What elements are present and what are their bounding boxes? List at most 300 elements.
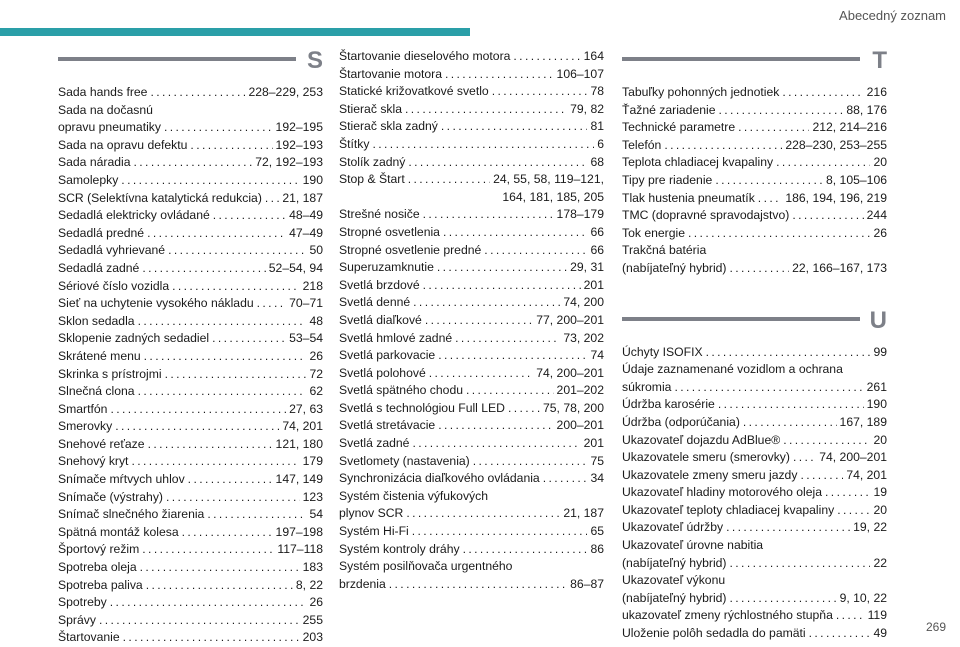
- entry-term-line: Údaje zaznamenané vozidlom a ochrana: [622, 362, 843, 377]
- entry-pages: 212, 214–216: [812, 120, 887, 135]
- dot-leader: [257, 295, 286, 313]
- entry-pages: 179: [302, 454, 323, 469]
- dot-leader: [405, 101, 567, 119]
- dot-leader: [148, 436, 273, 454]
- entry-pages: 218: [302, 278, 323, 293]
- entry-term: Svetlá s technológiou Full LED: [339, 400, 505, 415]
- entry-pages: 201: [583, 436, 604, 451]
- entry-pages: 74, 200–201: [536, 365, 604, 380]
- entry-term: Snímače (výstrahy): [58, 489, 163, 504]
- dot-leader: [718, 396, 864, 414]
- entry-term-line: Ukazovateľ výkonu: [622, 573, 726, 588]
- index-entry: [58, 471, 323, 489]
- entry-pages: 244: [866, 208, 887, 223]
- entry-pages: 203: [302, 630, 323, 645]
- entry-term: Superuzamknutie: [339, 260, 434, 275]
- entry-term: Samolepky: [58, 172, 119, 187]
- index-entry: [339, 66, 604, 84]
- entry-term: Štartovanie: [58, 630, 120, 645]
- index-entry: [58, 524, 323, 542]
- dot-leader: [121, 172, 299, 190]
- dot-leader: [793, 449, 816, 467]
- entry-term: Ukazovateľ teploty chladiacej kvapaliny: [622, 502, 835, 517]
- entry-term: Sklon sedadla: [58, 313, 135, 328]
- index-entry: [339, 505, 604, 523]
- index-entry: [58, 436, 323, 454]
- entry-pages: 66: [590, 242, 604, 257]
- entry-pages: 53–54: [289, 331, 323, 346]
- entry-term: Štartovanie dieselového motora: [339, 49, 511, 63]
- index-entry: [339, 470, 604, 488]
- letter-heading-s: [58, 48, 323, 84]
- entry-term: Sedadlá vyhrievané: [58, 243, 166, 258]
- dot-leader: [425, 312, 533, 330]
- dot-leader: [463, 541, 588, 559]
- entry-pages: 68: [590, 154, 604, 169]
- dot-leader: [688, 225, 870, 243]
- entry-term: (nabíjateľný hybrid): [622, 590, 727, 605]
- entry-pages: 164: [583, 49, 604, 63]
- index-entry: [339, 294, 604, 312]
- index-entries: [58, 84, 323, 647]
- entry-pages-continued: 164, 181, 185, 205: [502, 189, 604, 204]
- dot-leader: [389, 576, 567, 594]
- entry-pages: 72, 192–193: [255, 155, 323, 170]
- entry-pages: 228–229, 253: [248, 85, 323, 99]
- entry-term: Sada na opravu defektu: [58, 137, 188, 152]
- entry-term: Tabuľky pohonných jednotiek: [622, 85, 780, 99]
- entry-pages: 192–195: [275, 120, 323, 135]
- entry-pages: 50: [309, 243, 323, 258]
- entry-term: Svetlá parkovacie: [339, 348, 436, 363]
- entry-term: Stierač skla: [339, 101, 402, 116]
- index-entry: [58, 260, 323, 278]
- dot-leader: [165, 366, 307, 384]
- entry-term: Ukazovateľ hladiny motorového oleja: [622, 485, 823, 500]
- entry-pages: 74, 201: [846, 467, 887, 482]
- entry-pages: 201–202: [556, 383, 604, 398]
- entry-term: Svetlá spätného chodu: [339, 383, 463, 398]
- index-entry: [622, 396, 887, 414]
- index-entry: [339, 435, 604, 453]
- section-title: Abecedný zoznam: [839, 8, 946, 23]
- index-entry: [339, 347, 604, 365]
- index-entry: [58, 278, 323, 296]
- entry-term: Športový režim: [58, 542, 140, 557]
- dot-leader: [406, 505, 560, 523]
- index-entry: [339, 523, 604, 541]
- index-entry: [339, 136, 604, 154]
- entry-pages: 200–201: [556, 418, 604, 433]
- entry-term: brzdenia: [339, 576, 386, 591]
- dot-leader: [207, 506, 306, 524]
- entry-term-line: Trakčná batéria: [622, 243, 707, 258]
- entry-term-line: Systém posilňovača urgentného: [339, 559, 513, 574]
- entry-term: Svetlá brzdové: [339, 277, 420, 292]
- entry-term: opravu pneumatiky: [58, 120, 161, 135]
- entry-pages: 29, 31: [570, 260, 604, 275]
- entry-pages: 147, 149: [275, 472, 323, 487]
- entry-term: Sedadlá elektricky ovládané: [58, 208, 210, 223]
- index-entry: [339, 48, 604, 66]
- index-entry: [58, 84, 323, 102]
- index-entry: [339, 171, 604, 189]
- dot-leader: [182, 524, 273, 542]
- dot-leader: [473, 453, 588, 471]
- entry-term: Sada náradia: [58, 155, 131, 170]
- dot-leader: [726, 519, 850, 537]
- dot-leader: [110, 401, 286, 419]
- index-entry: [58, 489, 323, 507]
- index-entry: [58, 137, 323, 155]
- entry-pages: 54: [309, 507, 323, 522]
- entry-pages: 74, 200: [563, 295, 604, 310]
- index-entry: [339, 259, 604, 277]
- index-column-2: [339, 48, 604, 593]
- entry-term: Snehové reťaze: [58, 436, 145, 451]
- dot-leader: [730, 590, 837, 608]
- dot-leader: [438, 347, 587, 365]
- entry-pages: 66: [590, 224, 604, 239]
- dot-leader: [492, 83, 588, 101]
- entry-pages: 21, 187: [282, 190, 323, 205]
- entry-pages: 47–49: [289, 225, 323, 240]
- index-entry: [622, 190, 887, 208]
- dot-leader: [408, 154, 587, 172]
- entry-term: Štartovanie motora: [339, 66, 442, 81]
- entry-term: Systém kontroly dráhy: [339, 541, 460, 556]
- entry-term: Ukazovateľ dojazdu AdBlue®: [622, 432, 781, 447]
- dot-leader: [190, 137, 272, 155]
- entry-pages: 70–71: [289, 296, 323, 311]
- dot-leader: [188, 471, 273, 489]
- dot-leader: [142, 541, 274, 559]
- entry-pages: 86–87: [570, 576, 604, 591]
- entry-term: (nabíjateľný hybrid): [622, 555, 727, 570]
- entry-pages: 81: [590, 119, 604, 134]
- entry-pages: 62: [309, 384, 323, 399]
- index-entry: [622, 449, 887, 467]
- entry-term: Snehový kryt: [58, 454, 129, 469]
- dot-leader: [412, 435, 580, 453]
- entry-term: Sedadlá zadné: [58, 260, 140, 275]
- entry-pages: 77, 200–201: [536, 312, 604, 327]
- index-entries: [622, 344, 887, 643]
- entry-term: Správy: [58, 612, 96, 627]
- index-entry: [622, 137, 887, 155]
- entry-term: Ukazovatele zmeny smeru jazdy: [622, 467, 798, 482]
- index-entry: [622, 467, 887, 485]
- dot-leader: [825, 484, 870, 502]
- index-entry: [339, 541, 604, 559]
- dot-leader: [423, 206, 554, 224]
- dot-leader: [134, 154, 253, 172]
- index-entry: [339, 417, 604, 435]
- entry-pages: 228–230, 253–255: [785, 137, 887, 152]
- entry-pages: 74: [590, 348, 604, 363]
- index-entries: [622, 84, 887, 278]
- index-entry: [339, 101, 604, 119]
- dot-leader: [836, 607, 865, 625]
- dot-leader: [743, 414, 837, 432]
- entry-pages: 117–118: [277, 542, 323, 557]
- entry-pages: 8, 105–106: [826, 172, 887, 187]
- entry-pages: 26: [309, 595, 323, 610]
- dot-leader: [466, 382, 554, 400]
- entry-term: Tlak hustenia pneumatík: [622, 190, 755, 205]
- index-entry: [339, 154, 604, 172]
- entry-term: Stop & Štart: [339, 172, 405, 187]
- entry-term: Smerovky: [58, 419, 113, 434]
- entry-pages: 27, 63: [289, 401, 323, 416]
- index-entry: [58, 207, 323, 225]
- entry-term: Spätná montáž kolesa: [58, 524, 179, 539]
- index-entry: [58, 383, 323, 401]
- entry-pages: 190: [302, 172, 323, 187]
- entry-pages: 6: [597, 136, 604, 151]
- entry-term: Svetlá zadné: [339, 436, 410, 451]
- index-entry: [339, 453, 604, 471]
- entry-pages: 255: [302, 612, 323, 627]
- index-entry: [622, 344, 887, 362]
- index-entry: [622, 260, 887, 278]
- entry-term: Štítky: [339, 136, 370, 151]
- entry-term-line: Systém čistenia výfukových: [339, 488, 489, 503]
- letter-u: U: [869, 306, 887, 334]
- entry-term: Spotreba paliva: [58, 577, 143, 592]
- entry-term: TMC (dopravné spravodajstvo): [622, 208, 790, 223]
- entry-term-line: Ukazovateľ úrovne nabitia: [622, 538, 764, 553]
- entry-term: Ukazovateľ údržby: [622, 520, 724, 535]
- entry-term: Uloženie polôh sedadla do pamäti: [622, 626, 806, 641]
- dot-leader: [131, 453, 299, 471]
- entry-pages: 78: [590, 84, 604, 99]
- index-entry: [58, 330, 323, 348]
- entry-pages: 74, 200–201: [819, 450, 887, 465]
- dot-leader: [513, 48, 580, 66]
- entry-term: Slnečná clona: [58, 384, 135, 399]
- index-entry: [339, 242, 604, 260]
- index-entry: [339, 312, 604, 330]
- entry-term: Sada hands free: [58, 85, 148, 99]
- entry-pages: 21, 187: [563, 506, 604, 521]
- index-entry: [58, 348, 323, 366]
- entry-term: Ukazovatele smeru (smerovky): [622, 450, 790, 465]
- entry-term-line: Sada na dočasnú: [58, 102, 153, 117]
- index-entry: [58, 225, 323, 243]
- dot-leader: [144, 348, 307, 366]
- index-entry: [58, 366, 323, 384]
- entry-pages: 99: [873, 344, 887, 359]
- dot-leader: [441, 118, 588, 136]
- dot-leader: [166, 489, 300, 507]
- dot-leader: [455, 330, 560, 348]
- index-entry: [622, 102, 887, 120]
- index-entry: [622, 172, 887, 190]
- entry-term: Stierač skla zadný: [339, 119, 438, 134]
- entry-term: Spotreby: [58, 595, 107, 610]
- dot-leader: [800, 467, 843, 485]
- index-column-3: [622, 48, 887, 643]
- accent-bar: [0, 28, 470, 36]
- dot-leader: [508, 400, 540, 418]
- dot-leader: [99, 612, 300, 630]
- entry-term: súkromia: [622, 379, 672, 394]
- dot-leader: [138, 383, 307, 401]
- index-entry: [58, 506, 323, 524]
- index-entry: [58, 594, 323, 612]
- entry-term: Sklopenie zadných sedadiel: [58, 331, 210, 346]
- dot-leader: [172, 278, 300, 296]
- index-entry: [58, 401, 323, 419]
- index-entry: [622, 555, 887, 573]
- index-entry: [622, 154, 887, 172]
- dot-leader: [115, 418, 279, 436]
- entry-term: Svetlá denné: [339, 295, 411, 310]
- dot-leader: [730, 555, 871, 573]
- entry-term: Snímač slnečného žiarenia: [58, 507, 205, 522]
- entry-pages: 24, 55, 58, 119–121,: [493, 172, 604, 187]
- dot-leader: [783, 432, 870, 450]
- dot-leader: [782, 84, 863, 102]
- entry-pages: 167, 189: [839, 414, 887, 429]
- entry-pages: 22: [873, 555, 887, 570]
- index-entry: [58, 242, 323, 260]
- dot-leader: [213, 207, 286, 225]
- entry-term: Smartfón: [58, 401, 108, 416]
- dot-leader: [776, 154, 870, 172]
- index-entry: [339, 118, 604, 136]
- entry-pages: 48: [309, 313, 323, 328]
- entry-pages: 19: [873, 485, 887, 500]
- entry-pages: 8, 22: [295, 577, 323, 592]
- entry-pages: 20: [873, 502, 887, 517]
- index-entry: [58, 313, 323, 331]
- index-entry: [622, 484, 887, 502]
- index-entry: [339, 224, 604, 242]
- dot-leader: [715, 172, 823, 190]
- index-entry: [339, 365, 604, 383]
- index-entry: [339, 382, 604, 400]
- dot-leader: [543, 470, 588, 488]
- entry-pages: 192–193: [275, 137, 323, 152]
- entry-pages: 186, 194, 196, 219: [785, 190, 887, 205]
- entry-pages: 26: [309, 348, 323, 363]
- dot-leader: [142, 260, 265, 278]
- index-entry: [622, 119, 887, 137]
- index-entry: [58, 577, 323, 595]
- index-entry: [339, 277, 604, 295]
- index-entry: [339, 206, 604, 224]
- entry-term: Svetlá stretávacie: [339, 418, 436, 433]
- entry-term: Technické parametre: [622, 120, 736, 135]
- entry-pages: 123: [302, 489, 323, 504]
- entry-term: Sieť na uchytenie vysokého nákladu: [58, 296, 254, 311]
- dot-leader: [168, 242, 306, 260]
- entry-term: Stropné osvetlenia: [339, 224, 440, 239]
- entry-pages: 121, 180: [275, 436, 323, 451]
- index-entry: [58, 418, 323, 436]
- dot-leader: [443, 224, 587, 242]
- entry-term: Sériové číslo vozidla: [58, 278, 170, 293]
- entry-pages: 197–198: [275, 524, 323, 539]
- index-entry: [622, 502, 887, 520]
- entry-term: Skrinka s prístrojmi: [58, 366, 162, 381]
- entry-term: Tok energie: [622, 225, 686, 240]
- entry-pages: 216: [866, 85, 887, 99]
- dot-leader: [147, 225, 286, 243]
- letter-heading-u: [622, 308, 887, 344]
- dot-leader: [664, 137, 782, 155]
- entry-term: (nabíjateľný hybrid): [622, 260, 727, 275]
- index-entry: [58, 119, 323, 137]
- dot-leader: [484, 242, 587, 260]
- entry-term: Ťažné zariadenie: [622, 102, 716, 117]
- heading-rule: [622, 57, 860, 61]
- entry-pages: 183: [302, 560, 323, 575]
- entry-pages: 261: [866, 379, 887, 394]
- entry-term: Svetlá hmlové zadné: [339, 330, 453, 345]
- dot-leader: [429, 365, 533, 383]
- dot-leader: [674, 379, 863, 397]
- dot-leader: [438, 417, 553, 435]
- entry-term: Svetlá diaľkové: [339, 312, 422, 327]
- entry-term: Teplota chladiacej kvapaliny: [622, 155, 774, 170]
- entry-term: Synchronizácia diaľkového ovládania: [339, 471, 540, 486]
- index-entry: [622, 84, 887, 102]
- entry-pages: 119: [867, 608, 887, 623]
- entry-term: Stropné osvetlenie predné: [339, 242, 482, 257]
- dot-leader: [123, 629, 300, 647]
- index-entry: [58, 612, 323, 630]
- dot-leader: [212, 330, 286, 348]
- index-entry: [58, 629, 323, 647]
- dot-leader: [437, 259, 567, 277]
- entry-pages: 34: [590, 471, 604, 486]
- dot-leader: [265, 190, 279, 208]
- entry-term: Telefón: [622, 137, 662, 152]
- entry-term: Skrátené menu: [58, 348, 141, 363]
- heading-rule: [58, 57, 296, 61]
- entry-term: Strešné nosiče: [339, 207, 420, 222]
- dot-leader: [140, 559, 300, 577]
- index-entries: [339, 48, 604, 593]
- index-entry: [622, 590, 887, 608]
- entry-term: Svetlomety (nastavenia): [339, 453, 470, 468]
- index-entry: [622, 379, 887, 397]
- entry-term: Údržba (odporúčania): [622, 414, 740, 429]
- entry-pages: 106–107: [556, 66, 604, 81]
- entry-pages: 75: [590, 453, 604, 468]
- index-column-1: [58, 48, 323, 647]
- index-entry: [58, 172, 323, 190]
- dot-leader: [738, 119, 809, 137]
- page-number: 269: [925, 620, 946, 634]
- index-entry: [58, 453, 323, 471]
- index-entry: [58, 295, 323, 313]
- index-entry: [58, 541, 323, 559]
- dot-leader: [423, 277, 581, 295]
- index-entry: [622, 414, 887, 432]
- dot-leader: [110, 594, 307, 612]
- dot-leader: [445, 66, 554, 84]
- dot-leader: [146, 577, 293, 595]
- entry-term: Svetlá polohové: [339, 365, 426, 380]
- dot-leader: [164, 119, 273, 137]
- dot-leader: [372, 136, 594, 154]
- index-entry: [622, 432, 887, 450]
- entry-pages: 88, 176: [846, 102, 887, 117]
